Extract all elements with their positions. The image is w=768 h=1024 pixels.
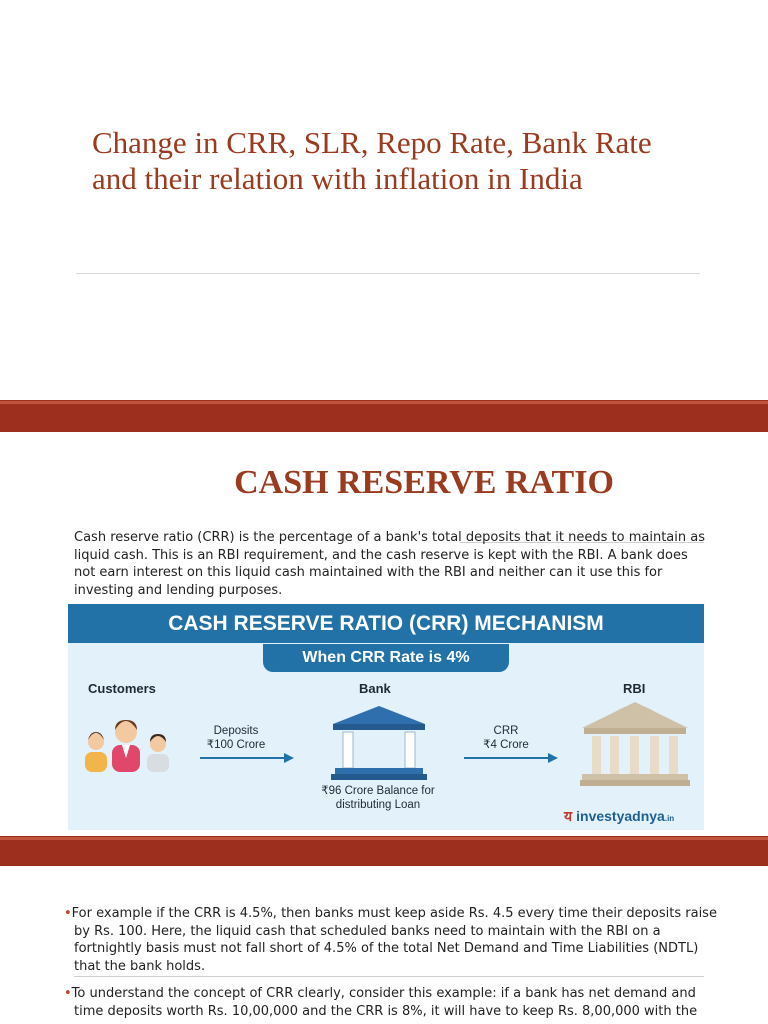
bullet-text-1: For example if the CRR is 4.5%, then banks must keep aside Rs. 4.5 every time their deposits raise by Rs. 100. Here, the liquid cash that scheduled banks need to maintain with the RBI on a fortnightly basis must not fall short of 4.5% of the total Net Demand and Time Liabilities (NDTL) that the bank holds. — [71, 906, 717, 974]
customers-label: Customers — [88, 681, 156, 696]
slide-title-line-2: and their relation with inflation in India — [92, 161, 583, 196]
infographic-subtitle: When CRR Rate is 4% — [263, 644, 509, 672]
rbi-label: RBI — [623, 681, 646, 696]
crr-label: CRR — [493, 725, 519, 737]
slide-separator-highlight — [0, 401, 768, 404]
infographic-banner: CASH RESERVE RATIO (CRR) MECHANISM — [68, 604, 704, 643]
slide-separator-2-highlight — [0, 837, 768, 840]
bullet-marker-1: • — [64, 906, 72, 921]
bullet-marker-2: • — [64, 986, 72, 1001]
slide-separator — [0, 400, 768, 432]
bullet-text-2: To understand the concept of CRR clearly, consider this example: if a bank has net demand and time deposits worth Rs. 10,00,000 and the CRR is 8%, it will have to keep Rs. 8,00,000 with the — [71, 986, 698, 1019]
crr-arrow-icon — [464, 752, 558, 764]
deposits-amount: ₹100 Crore — [206, 739, 266, 751]
investyadnya-logo — [564, 807, 674, 826]
bank-icon — [331, 704, 427, 780]
slide-title-line-1: Change in CRR, SLR, Repo Rate, Bank Rate — [92, 125, 652, 160]
bullet-divider — [74, 976, 704, 977]
rbi-building-icon — [580, 698, 690, 788]
crr-definition-paragraph: Cash reserve ratio (CRR) is the percentage of a bank's total deposits that it needs to maintain as liquid cash. This is an RBI requirement, and the cash reserve is kept with the RBI. A bank does not earn interest on this liquid cash maintained with the RBI and neither can it use this for investing and lending purposes. — [74, 530, 705, 598]
logo-text: investyadnya — [576, 808, 665, 824]
slide-title — [92, 125, 732, 197]
title-divider — [76, 273, 700, 274]
deposits-label: Deposits — [213, 725, 259, 737]
crr-heading: CASH RESERVE RATIO — [234, 464, 614, 501]
crr-amount: ₹4 Crore — [483, 739, 529, 751]
crr-text — [468, 724, 544, 752]
balance-text — [303, 784, 453, 812]
logo-mark-icon: य — [564, 808, 573, 824]
bank-label: Bank — [359, 681, 391, 696]
bullet-item-2 — [64, 985, 718, 1020]
crr-mechanism-infographic — [68, 604, 704, 830]
slide-separator-2 — [0, 836, 768, 866]
deposits-arrow-icon — [200, 752, 294, 764]
deposits-text — [198, 724, 274, 752]
balance-line-1: ₹96 Crore Balance for — [321, 785, 435, 797]
bullet-item-1 — [64, 905, 718, 975]
logo-domain: .in — [664, 814, 675, 823]
customers-icon — [80, 712, 176, 772]
balance-line-2: distributing Loan — [335, 799, 421, 811]
